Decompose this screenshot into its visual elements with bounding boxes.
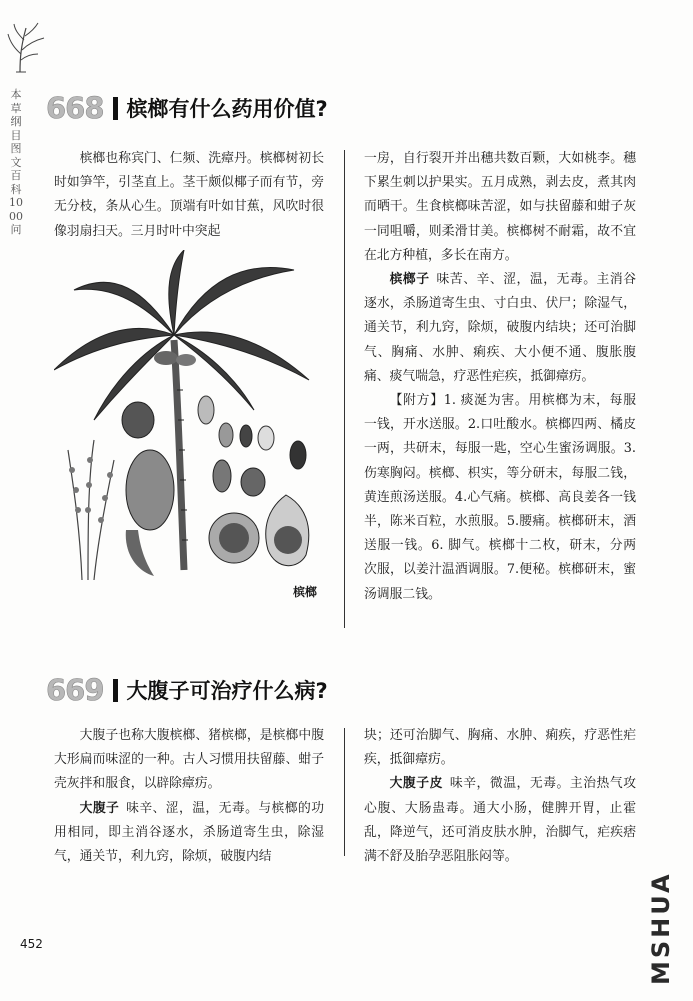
watermark: MSHUA <box>647 871 675 985</box>
term-description: 味苦、辛、涩，温，无毒。主消谷逐水，杀肠道寄生虫、寸白虫、伏尸；除湿气，通关节，利九窍，除烦，破腹内结块；还可治脚气、胸痛、水肿、痢疾、大小便不通、腹胀腹痛、痰气喘急，疗恶性疟疾，抵御瘴疠。 <box>364 272 637 384</box>
term-paragraph <box>364 268 636 389</box>
section-669-left-column <box>54 724 324 869</box>
term-label: 槟榔子 <box>389 272 430 288</box>
section-668-right-column <box>364 147 636 607</box>
areca-palm-illustration <box>54 250 326 590</box>
term-paragraph <box>54 797 324 870</box>
term-description: 味辛、涩，温，无毒。与槟榔的功用相同，即主消谷逐水，杀肠道寄生虫，除湿气，通关节，利九窍，除烦，破腹内结 <box>54 800 325 865</box>
section-title: 大腹子可治疗什么病? <box>126 679 328 703</box>
section-669-right-column <box>364 724 636 869</box>
page-number: 452 <box>20 937 43 951</box>
plant-logo-icon <box>6 22 46 74</box>
column-divider <box>344 150 345 628</box>
heading-bar <box>113 97 118 120</box>
continuation-paragraph: 块；还可治脚气、胸痛、水肿、痢疾，疗恶性疟疾，抵御瘴疠。 <box>364 728 636 768</box>
continuation-paragraph: 一房，自行裂开并出穗共数百颗，大如桃李。穗下累生刺以护果实。五月成熟，剥去皮，煮其肉而晒干。生食槟榔味苦涩，如与扶留藤和蚶子灰一同咀嚼，则柔滑甘美。槟榔树不耐霜，故不宜在北方种植，多长在南方。 <box>364 151 636 263</box>
term-description: 味辛，微温，无毒。主治热气攻心腹、大肠蛊毒。通大小肠，健脾开胃，止霍乱，降逆气，还可消皮肤水肿，治脚气，疟疾痞满不舒及胎孕恶阻胀闷等。 <box>364 776 637 865</box>
section-number: 669 <box>46 673 104 707</box>
term-label: 大腹子皮 <box>389 776 443 792</box>
term-paragraph <box>364 772 636 869</box>
series-title: 本草纲目图文百科1000问 <box>9 88 23 236</box>
section-number: 668 <box>46 91 104 125</box>
heading-bar <box>113 679 118 702</box>
column-divider <box>344 728 345 856</box>
term-label: 大腹子 <box>79 800 120 816</box>
figure-caption: 槟榔 <box>293 585 318 599</box>
intro-paragraph: 槟榔也称宾门、仁频、洗瘴丹。槟榔树初长时如笋竿，引茎直上。茎干颇似椰子而有节，旁无分枝，条从心生。顶端有叶如甘蕉，风吹时很像羽扇扫天。三月时叶中突起 <box>54 151 324 239</box>
section-668-heading <box>46 88 328 128</box>
section-669-heading <box>46 670 328 710</box>
section-668-left-column <box>54 147 324 244</box>
prescription-paragraph: 【附方】1. 痰涎为害。用槟榔为末，每服一钱，开水送服。2.口吐酸水。槟榔四两、橘皮一两，共研末，每服一匙，空心生蜜汤调服。3. 伤寒胸闷。槟榔、枳实，等分研末，每服二钱，黄连煎汤送服。4.心气痛。槟榔、高良姜各一钱半，陈米百粒，水煎服。5.腰痛。槟榔研末，酒送服一钱。6. 脚气。槟榔十二枚，研末，分两次服，以姜汁温酒调服。7.便秘。槟榔研末，蜜汤调服二钱。 <box>364 393 636 602</box>
intro-paragraph: 大腹子也称大腹槟榔、猪槟榔，是槟榔中腹大形扁而味涩的一种。古人习惯用扶留藤、蚶子壳灰拌和服食，以辟除瘴疠。 <box>54 728 324 792</box>
section-title: 槟榔有什么药用价值? <box>126 97 328 121</box>
